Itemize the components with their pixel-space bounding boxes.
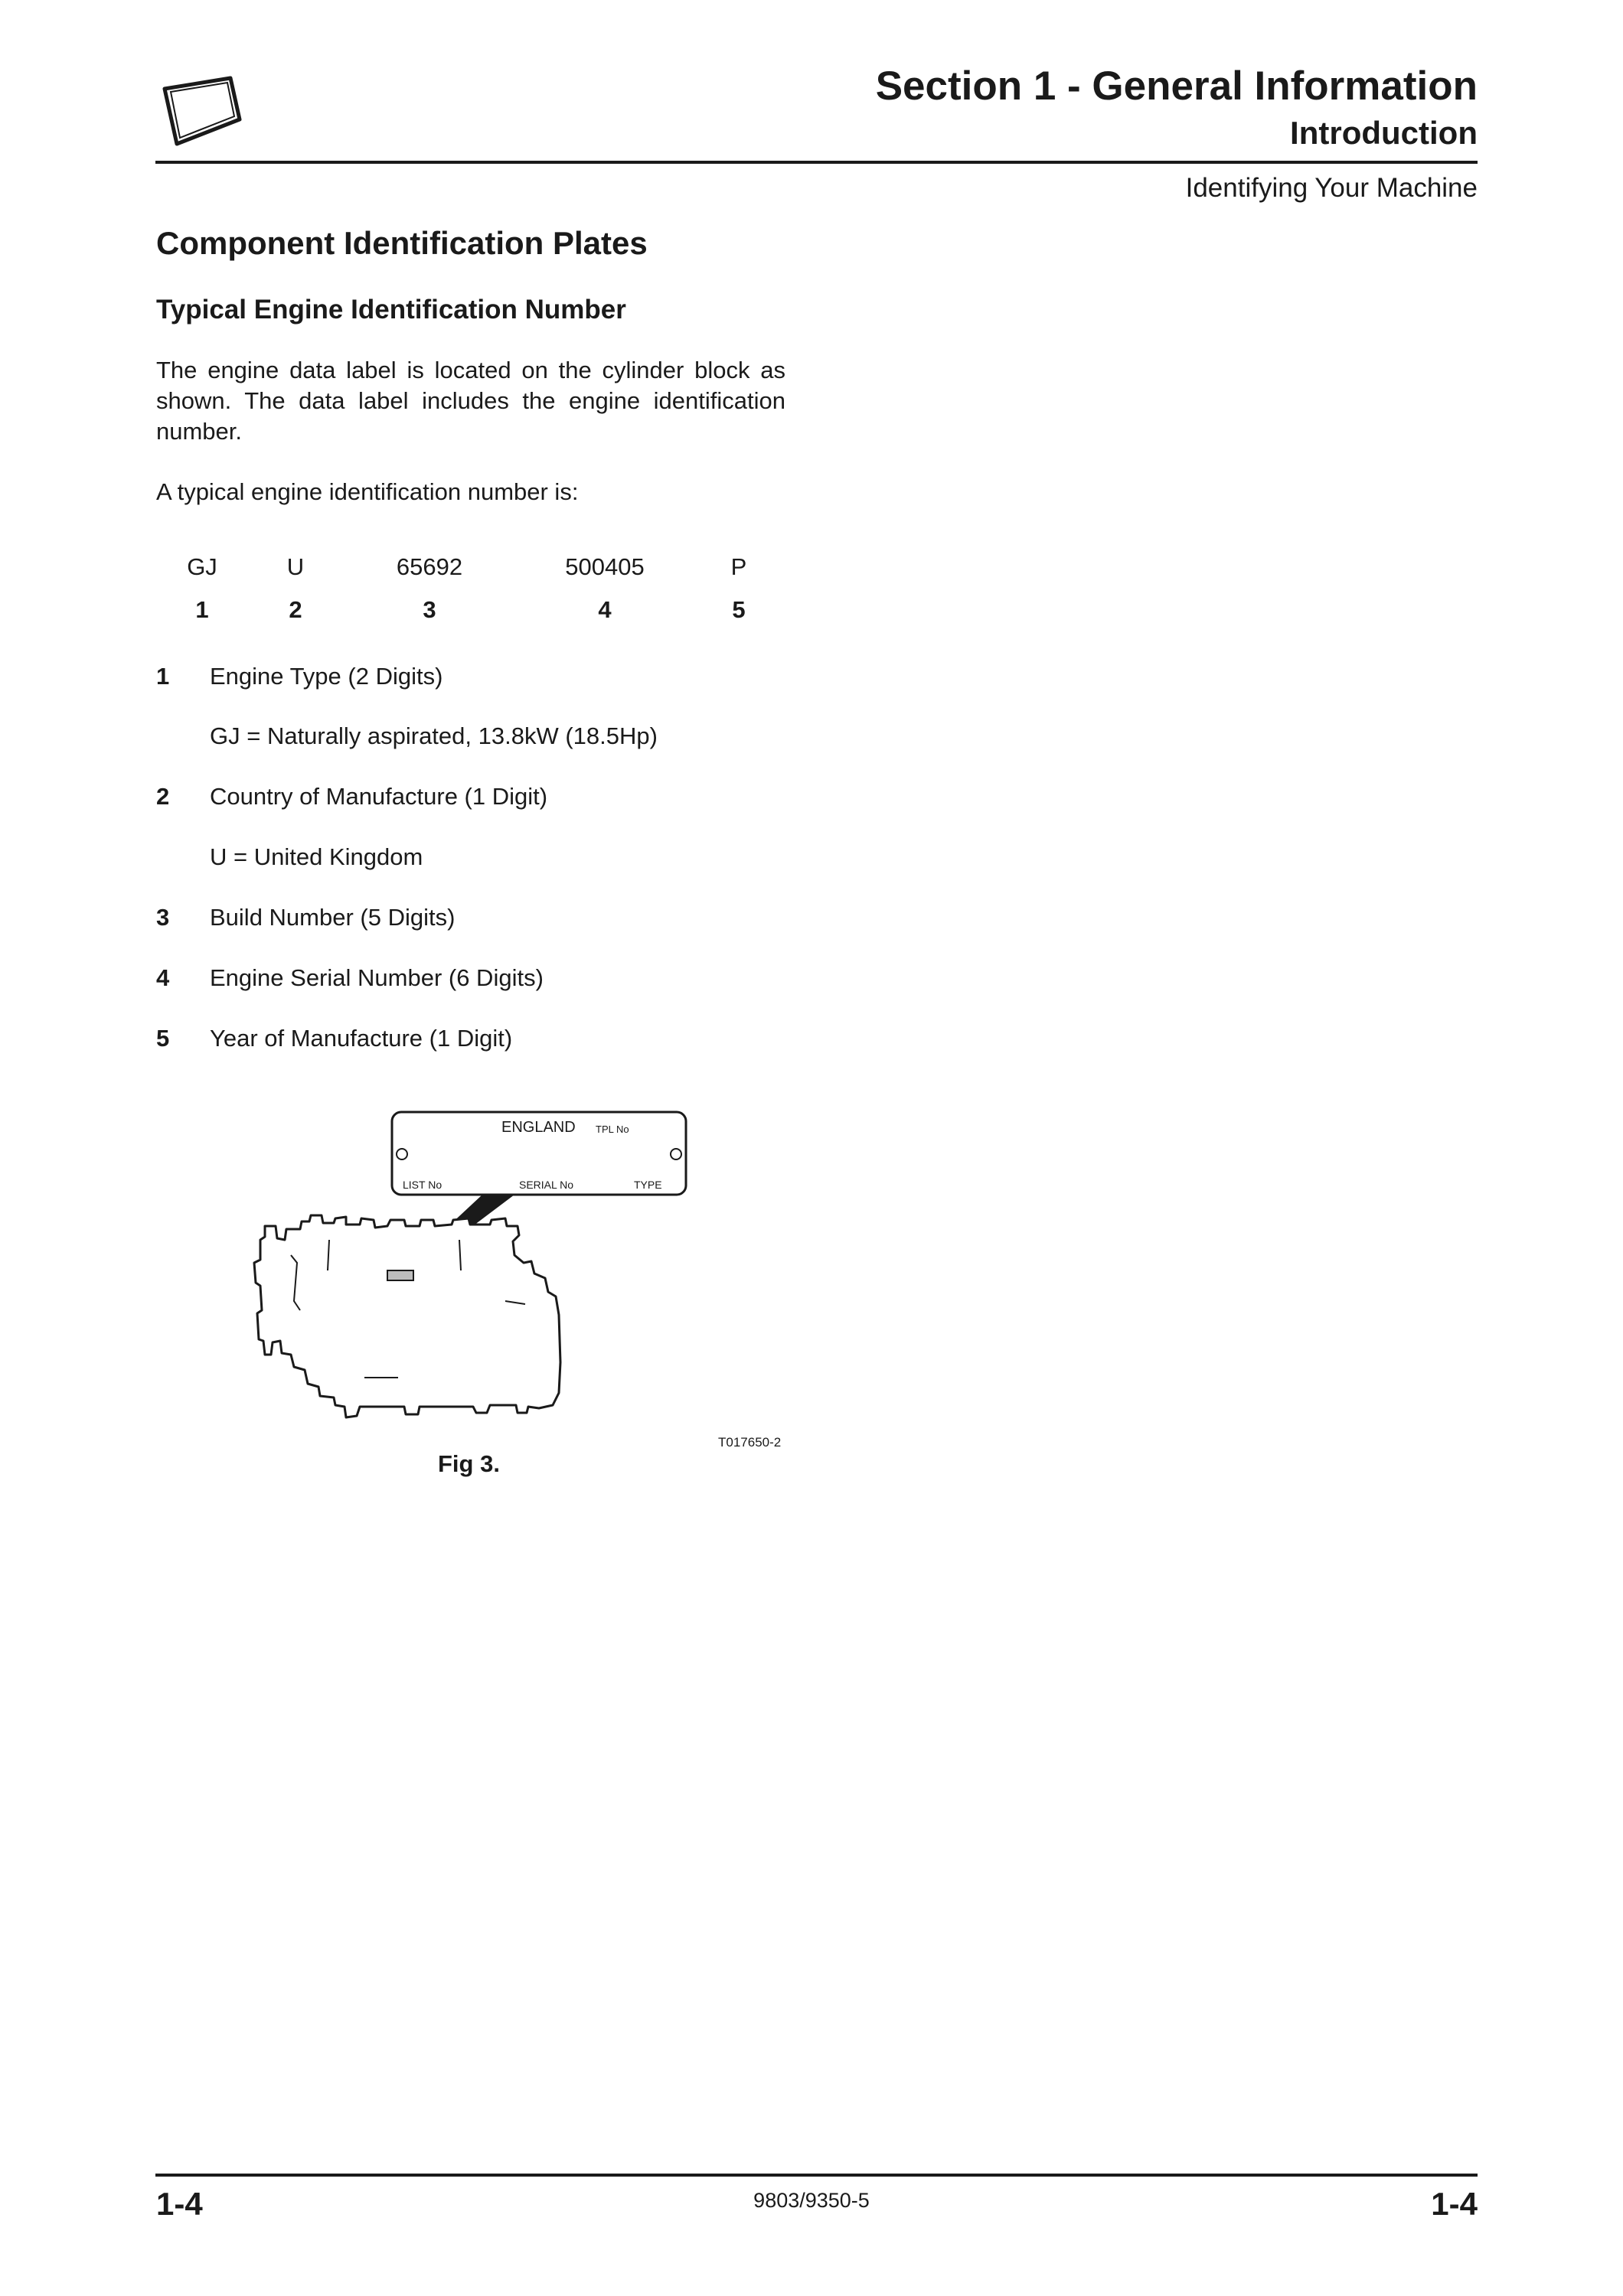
item-detail: GJ = Naturally aspirated, 13.8kW (18.5Hp) — [210, 722, 658, 749]
id-code: 65692 — [396, 553, 463, 580]
section-subtitle: Introduction — [1290, 115, 1478, 151]
sub-heading: Typical Engine Identification Number — [156, 295, 626, 325]
item-number: 4 — [156, 964, 170, 991]
figure-reference: T017650-2 — [718, 1435, 782, 1450]
item-number: 1 — [156, 663, 170, 690]
id-number: 2 — [289, 596, 302, 623]
figure-caption: Fig 3. — [438, 1450, 500, 1477]
plate-type-label: TYPE — [634, 1179, 662, 1191]
id-number: 1 — [195, 596, 209, 623]
jcb-logo — [157, 75, 246, 148]
page-number-left: 1-4 — [156, 2186, 203, 2222]
id-number: 3 — [423, 596, 436, 623]
document-number: 9803/9350-5 — [753, 2189, 870, 2212]
item-label: Engine Serial Number (6 Digits) — [210, 964, 544, 991]
header-divider — [155, 161, 1478, 164]
item-label: Build Number (5 Digits) — [210, 904, 456, 931]
id-code: 500405 — [565, 553, 645, 580]
item-number: 5 — [156, 1025, 170, 1052]
item-label: Country of Manufacture (1 Digit) — [210, 783, 548, 810]
plate-tpl-label: TPL No — [596, 1124, 629, 1135]
item-detail: U = United Kingdom — [210, 843, 423, 870]
id-code: P — [730, 553, 747, 580]
engine-plate-figure — [245, 1102, 796, 1424]
page-number-right: 1-4 — [1431, 2186, 1478, 2222]
footer-divider — [155, 2174, 1478, 2177]
id-number: 4 — [598, 596, 612, 623]
item-label: Engine Type (2 Digits) — [210, 663, 443, 690]
id-number: 5 — [732, 596, 746, 623]
plate-country-label: ENGLAND — [501, 1119, 576, 1136]
intro-text: A typical engine identification number is: — [156, 478, 579, 505]
page-heading: Component Identification Plates — [156, 225, 648, 261]
id-code: GJ — [187, 553, 217, 580]
id-code: U — [286, 553, 305, 580]
section-title: Section 1 - General Information — [875, 64, 1478, 109]
engine-outline — [254, 1215, 560, 1417]
item-number: 2 — [156, 783, 170, 810]
plate-serial-label: SERIAL No — [519, 1179, 574, 1191]
plate-list-label: LIST No — [403, 1179, 442, 1191]
description-paragraph: The engine data label is located on the cylinder block as shown. The data label includes the engine identification number. — [156, 357, 785, 445]
item-label: Year of Manufacture (1 Digit) — [210, 1025, 513, 1052]
engine-label-marker — [387, 1270, 413, 1280]
item-number: 3 — [156, 904, 170, 931]
chapter-title: Identifying Your Machine — [1185, 173, 1478, 203]
